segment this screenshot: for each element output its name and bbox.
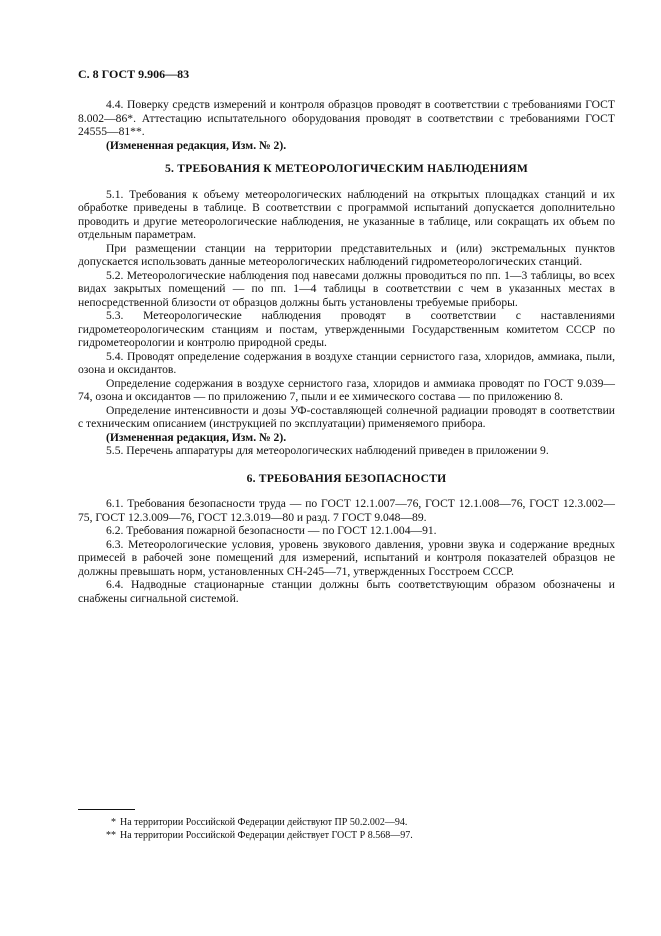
paragraph-6-4: 6.4. Надводные стационарные станции должны быть соответствующим образом обозначены и снабжены сигнальной системой. <box>78 578 615 605</box>
paragraph-4-4: 4.4. Поверку средств измерений и контроля образцов проводят в соответствии с требованиями ГОСТ 8.002—86*. Аттестацию испытательного оборудования проводят в соответствии с требованиями ГОСТ 24555—81**. <box>78 98 615 138</box>
page-header: С. 8 ГОСТ 9.906—83 <box>78 67 190 81</box>
section-6-title: 6. ТРЕБОВАНИЯ БЕЗОПАСНОСТИ <box>246 471 447 485</box>
footnote <box>78 830 615 843</box>
footnote-divider <box>78 809 135 810</box>
paragraph-5-2: 5.2. Метеорологические наблюдения под навесами должны проводиться по пп. 1—3 таблицы, во всех видах закрытых помещений — по пп. 1—4 таблицы в соответствии с чем в указанных местах в непосредственной близости от образцов должны быть установлены требуемые приборы. <box>78 268 615 309</box>
footnote <box>78 817 615 830</box>
section-5-title: 5. ТРЕБОВАНИЯ К МЕТЕОРОЛОГИЧЕСКИМ НАБЛЮДЕНИЯМ <box>165 162 528 175</box>
paragraph-5-4b: Определение содержания в воздухе сернистого газа, хлоридов и аммиака проводят по ГОСТ 9.039—74, озона и оксидантов — по приложению 7, пыли и ее химического состава — по приложению 8. <box>78 376 615 403</box>
paragraph-5-3: 5.3. Метеорологические наблюдения проводят в соответствии с наставлениями гидрометеорологическим станциям и постам, утвержденными Государственным комитетом СССР по гидрометеорологии и контролю природной среды. <box>78 309 615 349</box>
paragraph-6-2: 6.2. Требования пожарной безопасности — по ГОСТ 12.1.004—91. <box>106 524 437 537</box>
footnote-mark: ** <box>106 829 116 841</box>
paragraph-5-4: 5.4. Проводят определение содержания в воздухе станции сернистого газа, хлоридов, аммиака, пыли, озона и оксидантов. <box>78 349 615 376</box>
paragraph-5-4c: Определение интенсивности и дозы УФ-составляющей солнечной радиации проводят в соответствии с техническим описанием (инструкцией по эксплуатации) применяемого прибора. <box>78 403 615 430</box>
footnote-text: На территории Российской Федерации действует ГОСТ Р 8.568—97. <box>120 829 413 841</box>
paragraph-6-1: 6.1. Требования безопасности труда — по ГОСТ 12.1.007—76, ГОСТ 12.1.008—76, ГОСТ 12.3.002—75, ГОСТ 12.3.009—76, ГОСТ 12.3.019—80 и разд. 7 ГОСТ 9.048—89. <box>78 497 615 524</box>
footnote-text: На территории Российской Федерации действуют ПР 50.2.002—94. <box>120 817 408 828</box>
footnote-mark: * <box>111 817 116 828</box>
paragraph-5-1: 5.1. Требования к объему метеорологических наблюдений на открытых площадках станций и их обработке приведены в таблице. В соответствии с программой испытаний допускается дополнительно проводить и другие метеорологические наблюдения, не указанные в таблице, или сокращать их объем по отдельным параметрам. <box>78 187 615 241</box>
footnotes <box>78 817 615 842</box>
document-body <box>78 98 615 605</box>
edition-note: (Измененная редакция, Изм. № 2). <box>106 430 287 444</box>
paragraph-5-1b: При размещении станции на территории представительных и (или) экстремальных пунктов допускается использовать данные метеорологических наблюдений гидрометеорологических станций. <box>78 241 615 268</box>
paragraph-5-5: 5.5. Перечень аппаратуры для метеорологических наблюдений приведен в приложении 9. <box>106 444 549 457</box>
paragraph-6-3: 6.3. Метеорологические условия, уровень звукового давления, уровни звука и содержание вредных примесей в рабочей зоне помещений для измерений, испытаний и контроля показателей образцов не должны превышать норм, установленных СН-245—71, утвержденных Госстроем СССР. <box>78 537 615 578</box>
edition-note: (Измененная редакция, Изм. № 2). <box>106 138 287 152</box>
